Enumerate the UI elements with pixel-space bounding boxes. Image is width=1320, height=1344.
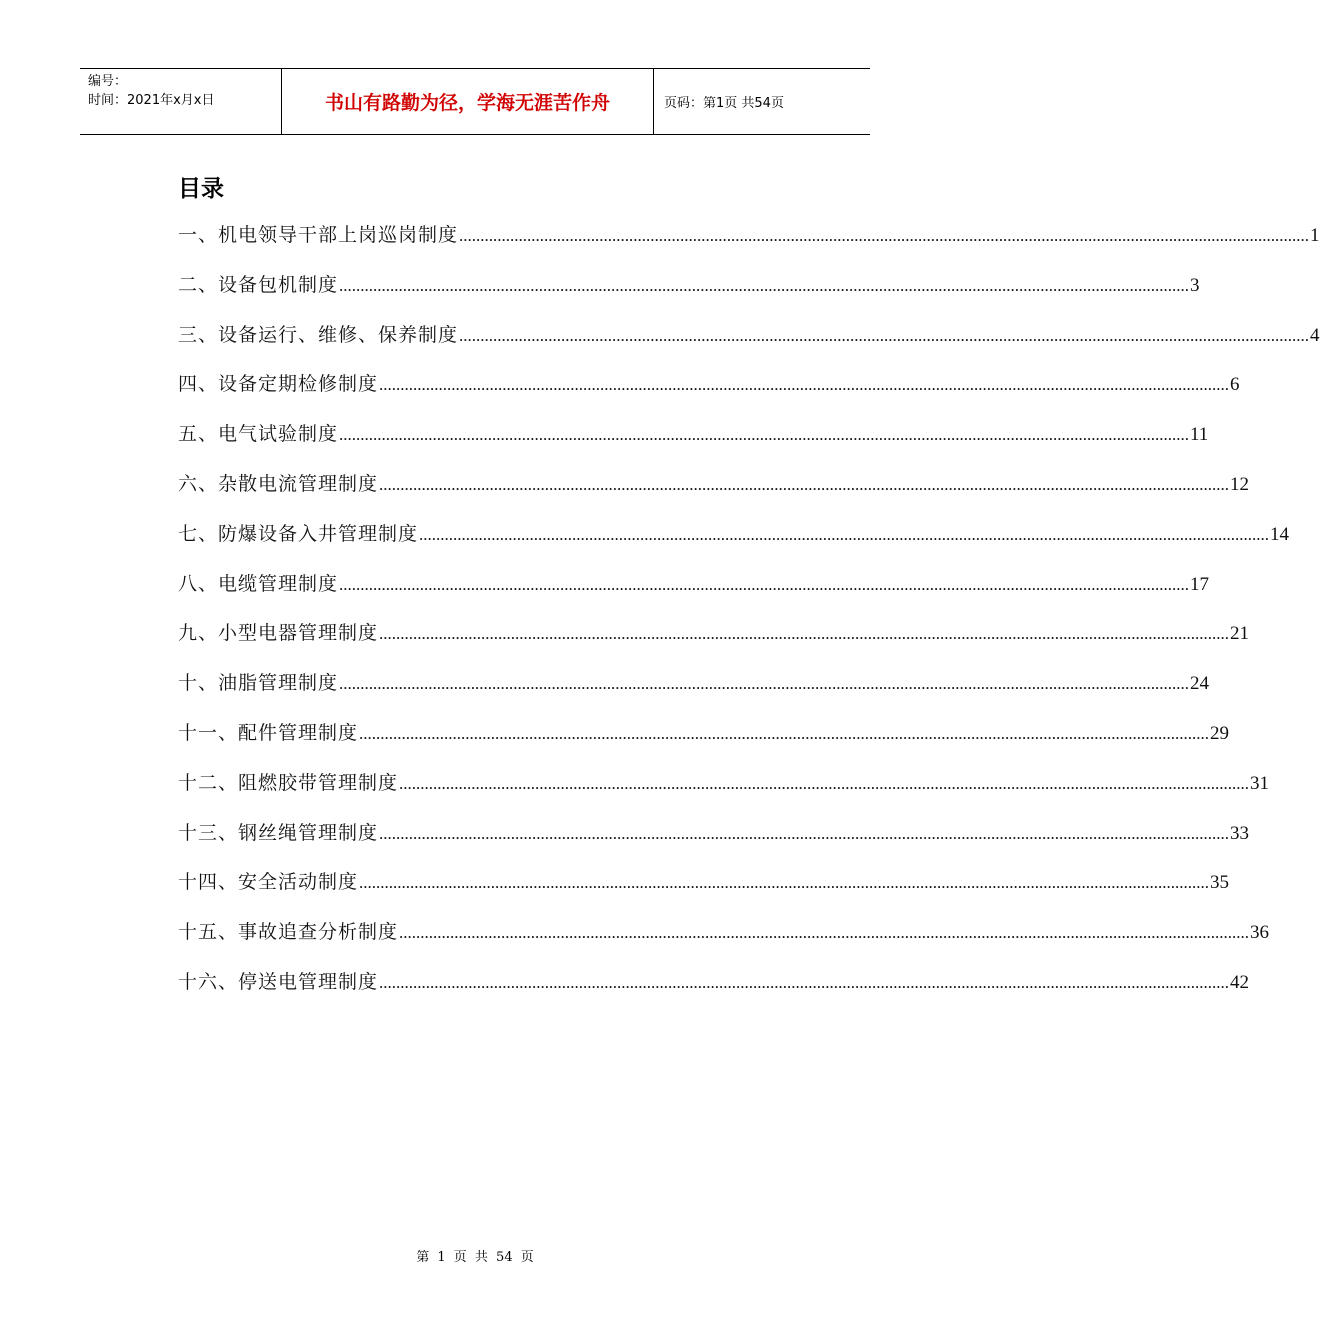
toc-entry-page: 4	[1310, 324, 1320, 346]
toc-entry-label: 四、设备定期检修制度	[178, 373, 379, 396]
toc-entry-label: 十一、配件管理制度	[178, 721, 359, 744]
toc-dot-leader: ........................................................................................................................................................................................................	[359, 873, 1210, 893]
toc-entry-label: 七、防爆设备入井管理制度	[178, 522, 419, 545]
toc-entry[interactable]	[178, 768, 1270, 818]
toc-entry[interactable]	[178, 270, 1200, 320]
toc-entry-label: 十、油脂管理制度	[178, 672, 339, 695]
toc-entry-page: 36	[1250, 922, 1270, 944]
toc-entry[interactable]	[178, 569, 1210, 619]
toc-entry-page: 42	[1230, 971, 1250, 993]
toc-title: 目录	[178, 176, 224, 202]
toc-entry-label: 十三、钢丝绳管理制度	[178, 821, 379, 844]
toc-entry[interactable]	[178, 867, 1230, 917]
toc-dot-leader: ........................................................................................................................................................................................................	[399, 773, 1250, 793]
toc-dot-leader: ........................................................................................................................................................................................................	[359, 723, 1210, 743]
toc-entry-label: 八、电缆管理制度	[178, 572, 339, 595]
toc-dot-leader: ........................................................................................................................................................................................................	[339, 275, 1190, 295]
toc-entry[interactable]	[178, 618, 1250, 668]
toc-entry-page: 11	[1190, 424, 1209, 446]
toc-dot-leader: ........................................................................................................................................................................................................	[459, 226, 1310, 245]
toc-entry-label: 十六、停送电管理制度	[178, 970, 379, 993]
toc-entry[interactable]	[178, 917, 1270, 967]
toc-entry[interactable]	[178, 519, 1290, 569]
toc-dot-leader: ........................................................................................................................................................................................................	[419, 524, 1270, 544]
toc-entry-page: 21	[1230, 623, 1250, 645]
toc-dot-leader: ........................................................................................................................................................................................................	[339, 674, 1190, 694]
document-time-label: 时间：2021年x月x日	[88, 93, 215, 108]
toc-dot-leader: ........................................................................................................................................................................................................	[459, 325, 1310, 345]
toc-entry-page: 29	[1210, 722, 1230, 744]
toc-entry-page: 24	[1190, 673, 1210, 695]
toc-entry-label: 十四、安全活动制度	[178, 871, 359, 894]
toc-dot-leader: ........................................................................................................................................................................................................	[379, 474, 1230, 494]
toc-dot-leader: ........................................................................................................................................................................................................	[399, 923, 1250, 943]
toc-entry-label: 十五、事故追查分析制度	[178, 921, 399, 944]
toc-entry-page: 33	[1230, 822, 1250, 844]
toc-entry-page: 3	[1190, 274, 1200, 296]
table-of-contents	[178, 220, 1320, 1017]
toc-dot-leader: ........................................................................................................................................................................................................	[379, 823, 1230, 843]
toc-entry[interactable]	[178, 220, 1320, 270]
page-header	[80, 68, 870, 135]
toc-entry-page: 1	[1310, 225, 1320, 246]
toc-entry[interactable]	[178, 320, 1320, 370]
toc-entry-label: 三、设备运行、维修、保养制度	[178, 323, 459, 346]
toc-entry-page: 35	[1210, 872, 1230, 894]
toc-entry[interactable]	[178, 967, 1250, 1017]
toc-entry-label: 十二、阻燃胶带管理制度	[178, 771, 399, 794]
toc-entry[interactable]	[178, 718, 1230, 768]
header-motto: 书山有路勤为径，学海无涯苦作舟	[282, 69, 654, 134]
toc-entry[interactable]	[178, 668, 1210, 718]
toc-entry[interactable]	[178, 419, 1209, 469]
page-footer: 第 1 页 共 54 页	[416, 1250, 534, 1265]
toc-entry[interactable]	[178, 818, 1250, 868]
toc-dot-leader: ........................................................................................................................................................................................................	[379, 624, 1230, 644]
toc-entry-label: 九、小型电器管理制度	[178, 622, 379, 645]
toc-entry-label: 二、设备包机制度	[178, 273, 339, 296]
toc-dot-leader: ........................................................................................................................................................................................................	[339, 425, 1190, 445]
toc-entry-page: 14	[1270, 523, 1290, 545]
toc-entry-page: 17	[1190, 573, 1210, 595]
toc-dot-leader: ........................................................................................................................................................................................................	[379, 972, 1230, 992]
toc-entry-label: 一、机电领导干部上岗巡岗制度	[178, 224, 459, 246]
toc-dot-leader: ........................................................................................................................................................................................................	[339, 574, 1190, 594]
toc-entry-page: 12	[1230, 473, 1250, 495]
header-page-info: 页码：第1页 共54页	[664, 96, 784, 111]
document-number-label: 编号：	[88, 74, 128, 89]
toc-entry-page: 31	[1250, 772, 1270, 794]
toc-dot-leader: ........................................................................................................................................................................................................	[379, 375, 1230, 395]
toc-entry-label: 五、电气试验制度	[178, 423, 339, 446]
toc-entry-label: 六、杂散电流管理制度	[178, 472, 379, 495]
toc-entry[interactable]	[178, 469, 1250, 519]
toc-entry-page: 6	[1230, 374, 1240, 396]
toc-entry[interactable]	[178, 369, 1240, 419]
header-meta	[80, 69, 282, 134]
